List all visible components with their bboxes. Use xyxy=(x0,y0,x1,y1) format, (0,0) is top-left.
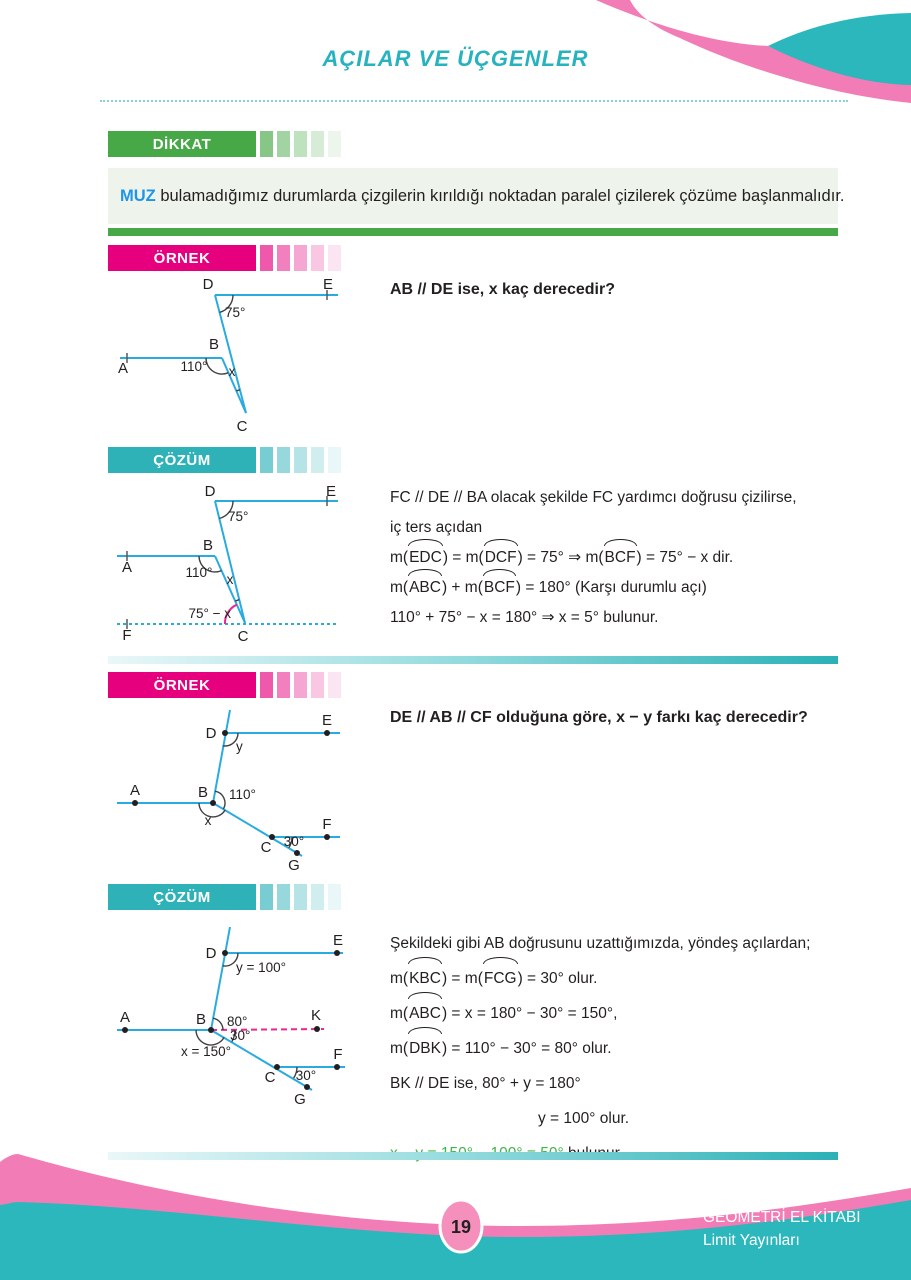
label-D: D xyxy=(202,276,214,293)
label-E: E xyxy=(325,483,337,500)
label-angle-75: 75° xyxy=(225,305,246,320)
solution1-line5: 110° + 75° − x = 180° ⇒ x = 5° bulunur. xyxy=(390,609,659,626)
teal-divider-bar xyxy=(108,656,838,664)
solution1-line1: FC // DE // BA olacak şekilde FC yardımcı doğrusu çizilirse, xyxy=(390,489,797,506)
text-part: ) = 75° − x dir. xyxy=(636,549,734,566)
arc-notation: DBK xyxy=(408,1031,442,1066)
arc-notation: FCG xyxy=(483,961,518,996)
example1-figure xyxy=(95,273,380,443)
header-fade-block xyxy=(277,245,290,271)
page-number: 19 xyxy=(450,1217,472,1237)
label-C: C xyxy=(236,418,248,435)
point-B xyxy=(210,800,216,806)
label-G: G xyxy=(294,1091,306,1108)
figure1-labels xyxy=(118,276,333,435)
example2-question: DE // AB // CF olduğuna göre, x − y farkı kaç derecedir? xyxy=(390,709,808,726)
segment-BD-extended xyxy=(213,710,230,803)
solution2-figure xyxy=(100,923,395,1115)
text-part: m( xyxy=(390,1005,409,1022)
figure3-labels xyxy=(130,712,332,874)
text-part: ) = m( xyxy=(441,970,483,987)
solution1-line2: iç ters açıdan xyxy=(390,519,483,536)
label-K: K xyxy=(310,1007,322,1024)
point-A xyxy=(132,800,138,806)
book-title: GEOMETRİ EL KİTABI xyxy=(703,1209,861,1226)
cozum1-header xyxy=(108,447,341,473)
solution1-text xyxy=(390,483,797,633)
label-angle-y: y xyxy=(236,739,243,754)
label-C: C xyxy=(237,628,249,645)
header-fade-block xyxy=(328,672,341,698)
text-part: ) = 75° ⇒ m( xyxy=(517,549,604,566)
dikkat-header xyxy=(108,131,341,157)
label-D: D xyxy=(204,483,216,500)
text-part: m( xyxy=(390,1040,409,1057)
header-fade-block xyxy=(294,245,307,271)
point-D xyxy=(222,730,228,736)
label-A: A xyxy=(129,782,141,799)
header-fade-block xyxy=(277,884,290,910)
text-part: m( xyxy=(390,549,409,566)
ornek1-header-label: ÖRNEK xyxy=(108,245,256,271)
label-F: F xyxy=(333,1046,343,1063)
solution2-line6: y = 100° olur. xyxy=(538,1110,630,1127)
label-C: C xyxy=(260,839,272,856)
note-highlight: MUZ xyxy=(120,187,156,205)
point-K xyxy=(314,1026,320,1032)
header-fade-block xyxy=(294,884,307,910)
figure4-labels xyxy=(120,932,343,1108)
arc-notation: EDC xyxy=(408,543,443,573)
label-A: A xyxy=(117,360,129,377)
ornek2-header-label: ÖRNEK xyxy=(108,672,256,698)
solution1-line3 xyxy=(390,543,797,573)
text-part: ) + m( xyxy=(441,579,483,596)
label-E: E xyxy=(322,276,334,293)
label-angle-30c: 30° xyxy=(295,1068,317,1083)
point-F xyxy=(324,834,330,840)
page-title: AÇILAR VE ÜÇGENLER xyxy=(322,46,589,71)
arc-notation: ABC xyxy=(408,996,442,1031)
point-A xyxy=(122,1027,128,1033)
header-fade-block xyxy=(328,884,341,910)
label-E: E xyxy=(332,932,344,949)
publisher-name: Limit Yayınları xyxy=(703,1232,800,1249)
figure3-lines xyxy=(117,710,340,856)
header-fade-block xyxy=(277,447,290,473)
dikkat-header-label: DİKKAT xyxy=(108,131,256,157)
header-fade-block xyxy=(328,131,341,157)
point-G xyxy=(304,1084,310,1090)
point-B xyxy=(208,1027,214,1033)
label-A: A xyxy=(121,559,133,576)
arc-notation: BCF xyxy=(483,573,516,603)
header-fade-block xyxy=(311,245,324,271)
label-angle-110: 110° xyxy=(185,565,213,580)
header-fade-block xyxy=(260,245,273,271)
text-part: ) = x = 180° − 30° = 150°, xyxy=(441,1005,618,1022)
label-angle-75: 75° xyxy=(228,509,249,524)
header-fade-block xyxy=(277,131,290,157)
label-angle-30: 30° xyxy=(283,834,305,849)
ornek2-header xyxy=(108,672,341,698)
text-part: ) = 110° − 30° = 80° olur. xyxy=(441,1040,612,1057)
label-angle-x150: x = 150° xyxy=(180,1044,232,1059)
text-part: ) = m( xyxy=(442,549,484,566)
header-fade-block xyxy=(294,672,307,698)
point-E xyxy=(334,950,340,956)
cozum2-header xyxy=(108,884,341,910)
header-fade-block xyxy=(294,131,307,157)
label-B: B xyxy=(208,336,220,353)
text-part: ) = 180° (Karşı durumlu açı) xyxy=(515,579,707,596)
arc-notation: ABC xyxy=(408,573,442,603)
point-E xyxy=(324,730,330,736)
imprint xyxy=(703,1206,861,1252)
text-part: m( xyxy=(390,579,409,596)
text-part: ) = 30° olur. xyxy=(517,970,598,987)
label-angle-x: x xyxy=(228,364,236,379)
solution2-text xyxy=(390,926,810,1171)
solution1-figure xyxy=(100,483,385,655)
solution2-line2 xyxy=(390,961,810,996)
label-A: A xyxy=(119,1009,131,1026)
point-G xyxy=(294,850,300,856)
header-fade-block xyxy=(311,884,324,910)
solution2-line5: BK // DE ise, 80° + y = 180° xyxy=(390,1075,581,1092)
header-fade-block xyxy=(311,447,324,473)
header-fade-block xyxy=(328,447,341,473)
label-C: C xyxy=(264,1069,276,1086)
solution2-line1: Şekildeki gibi AB doğrusunu uzattığımızda, yöndeş açılardan; xyxy=(390,935,811,952)
note-text: bulamadığımız durumlarda çizgilerin kırıldığı noktadan paralel çizilerek çözüme başlanmalıdır. xyxy=(155,187,845,205)
label-B: B xyxy=(195,1011,207,1028)
cozum1-header-label: ÇÖZÜM xyxy=(108,447,256,473)
header-fade-block xyxy=(328,245,341,271)
label-F: F xyxy=(322,816,332,833)
label-angle-x: x xyxy=(226,572,234,587)
teal-divider-bar xyxy=(108,1152,838,1160)
arc-notation: DCF xyxy=(484,543,518,573)
label-angle-30b: 30° xyxy=(230,1028,251,1043)
figure2-labels xyxy=(122,483,336,645)
text-part: m( xyxy=(390,970,409,987)
arc-80 xyxy=(213,1018,223,1030)
arc-notation: KBC xyxy=(408,961,442,996)
solution1-line4 xyxy=(390,573,797,603)
label-D: D xyxy=(205,945,217,962)
header-fade-block xyxy=(311,672,324,698)
label-angle-y100: y = 100° xyxy=(236,960,287,975)
label-D: D xyxy=(205,725,217,742)
header-fade-block xyxy=(260,131,273,157)
label-angle-110: 110° xyxy=(180,359,208,374)
arc-notation: BCF xyxy=(604,543,637,573)
header-fade-block xyxy=(294,447,307,473)
corner-wave-decoration xyxy=(0,0,911,120)
solution2-line4 xyxy=(390,1031,810,1066)
header-fade-block xyxy=(260,447,273,473)
label-angle-80: 80° xyxy=(227,1014,248,1029)
label-F: F xyxy=(122,627,132,644)
header-fade-block xyxy=(260,672,273,698)
dashed-line-BK xyxy=(211,1029,324,1030)
header-fade-block xyxy=(260,884,273,910)
note-box xyxy=(108,168,845,224)
header-fade-block xyxy=(311,131,324,157)
cozum2-header-label: ÇÖZÜM xyxy=(108,884,256,910)
label-angle-x: x xyxy=(204,813,212,828)
ornek1-header xyxy=(108,245,341,271)
label-angle-75-minus-x: 75° − x xyxy=(188,606,231,621)
point-D xyxy=(222,950,228,956)
example2-figure xyxy=(100,698,390,878)
point-F xyxy=(334,1064,340,1070)
example1-question: AB // DE ise, x kaç derecedir? xyxy=(390,281,615,298)
label-B: B xyxy=(202,537,214,554)
label-B: B xyxy=(197,784,209,801)
label-angle-110: 110° xyxy=(229,787,256,802)
solution2-line3 xyxy=(390,996,810,1031)
label-E: E xyxy=(321,712,333,729)
header-fade-block xyxy=(277,672,290,698)
green-divider-bar xyxy=(108,228,838,236)
label-G: G xyxy=(288,857,300,874)
